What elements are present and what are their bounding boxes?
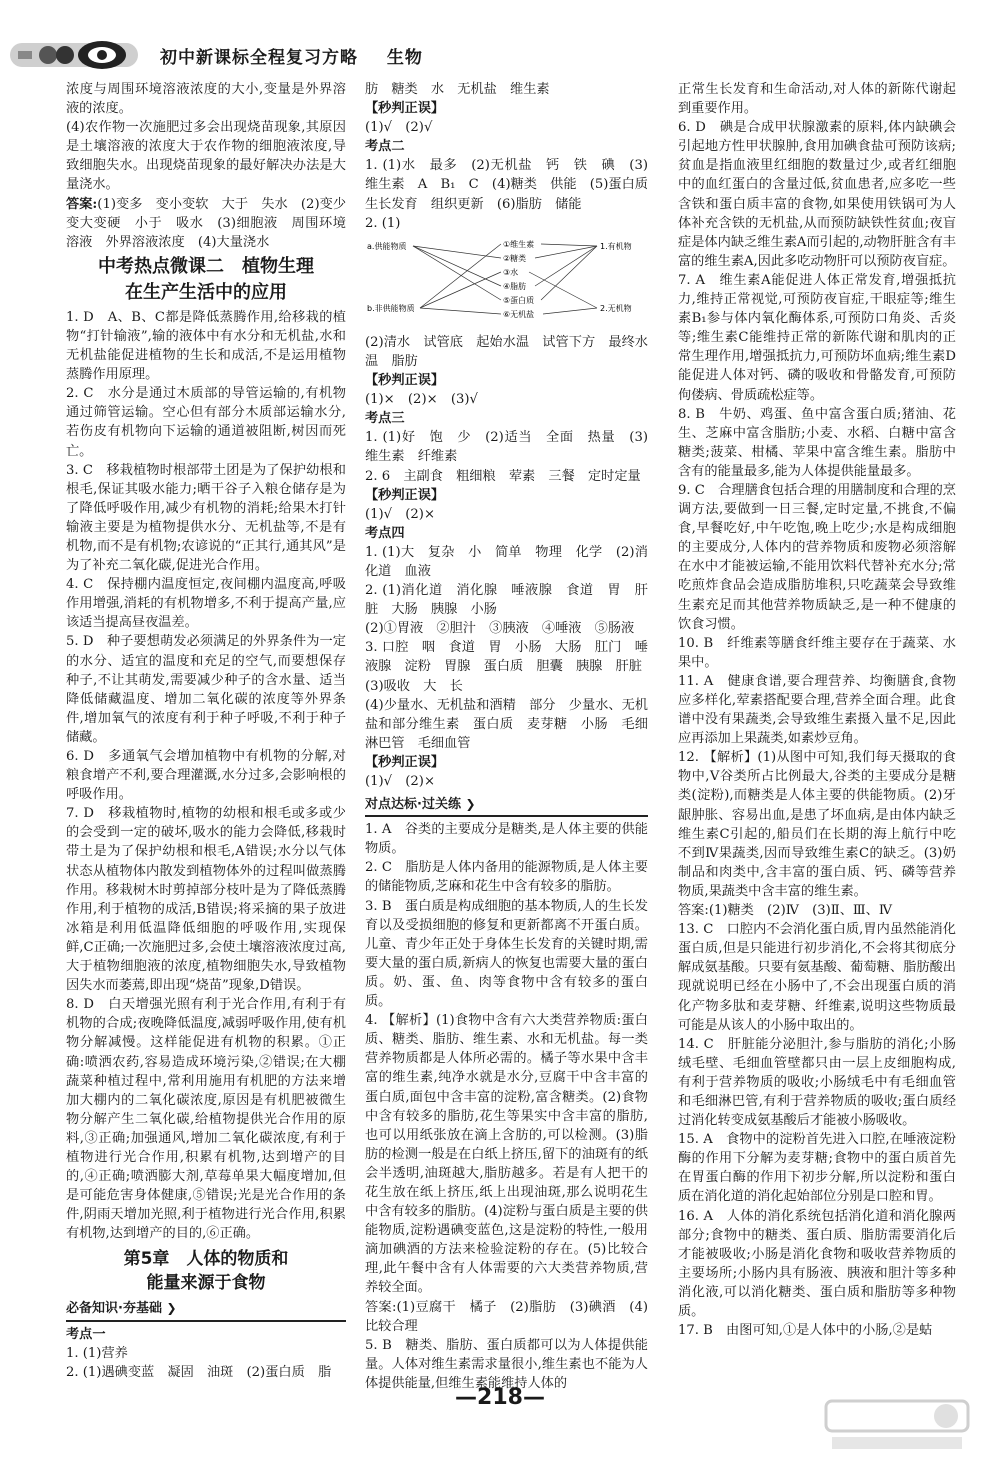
answer-item: 8. D 白天增强光照有利于光合作用,有利于有机物的合成;夜晚降低温度,减弱呼吸作用,使有机物分解减慢。这样能促进有机物的积累。①正确:喷洒农药,容易造成环境污染,②错误;在大棚蔬菜种植过程中,常利用施用有机肥的方法来增加大棚内的二氧化碳浓度,原因是有机肥被微生物分解产生二氧化碳,给植物提供光合作用的原料,③正确;加强通风,增加二氧化碳浓度,有利于植物进行光合作用,积累有机物,达到增产的目的,④正确;喷洒膨大剂,草莓单果大幅度增加,但是可能危害身体健康,⑤错误;光是光合作用的条件,阴雨天增加光照,利于植物进行光合作用,积累有机物,达到增产的目的,⑥正确。 (66, 997, 346, 1242)
diagram-right-bottom: 2.无机物 (600, 303, 632, 313)
chevron-right-icon: ❯ (166, 1301, 177, 1316)
diagram-node: ⑥无机盐 (503, 309, 535, 319)
diagram-left-bottom: b.非供能物质 (367, 303, 415, 313)
answer-item: 3. 口腔 咽 食道 胃 小肠 大肠 肛门 唾液腺 淀粉 胃腺 蛋白质 胆囊 胰腺 肝脏 (365, 640, 648, 675)
answer-item: 16. A 人体的消化系统包括消化道和消化腺两部分;食物中的糖类、蛋白质、脂肪需要消化后才能被吸收;小肠是消化食物和吸收营养物质的主要场所;小肠内具有肠液、胰液和胆汁等多种消化液,可以消化糖类、蛋白质和脂肪等多种物质。 (678, 1208, 956, 1319)
paragraph: 肪 糖类 水 无机盐 维生素 (365, 82, 550, 97)
answer-item: 13. C 口腔内不会消化蛋白质,胃内虽然能消化蛋白质,但是只能进行初步消化,不会将其彻底分解成氨基酸。只要有氨基酸、葡萄糖、脂肪酸出现就说明已经在小肠中了,不会出现蛋白质的消化产物多肽和麦芽糖、纤维素,说明这些物质最可能是从该人的小肠中取出的。 (678, 922, 956, 1033)
column-middle (365, 80, 662, 1393)
answer-item: 12. 【解析】(1)从图中可知,我们每天摄取的食物中,Ⅴ谷类所占比例最大,谷类的主要成分是糖类(淀粉),而糖类是人体主要的供能物质。(2)牙龈肿胀、容易出血,是患了坏血病,是由体内缺乏维生素C引起的,船员们在长期的海上航行中吃不到Ⅳ果蔬类,因而导致维生素C的缺乏。(3)奶制品和肉类中,含丰富的蛋白质、钙、磷等营养物质,果蔬类中含丰富的维生素。 (678, 750, 956, 899)
answer-item: 1. (1)水 最多 (2)无机盐 钙 铁 碘 (3)维生素 A B₁ C (4)糖类 供能 (5)蛋白质 生长发育 组织更新 (6)脂肪 储能 (365, 158, 662, 212)
judge-text: (1)× (2)× (3)√ (365, 392, 478, 408)
section-bar-label: 对点达标·过关练 (365, 797, 461, 813)
kaodian-label: 考点二 (365, 139, 405, 155)
book-subject: 生物 (386, 48, 423, 68)
book-title (160, 43, 423, 68)
answer-item: 2. 6 主副食 粗细粮 荤素 三餐 定时定量 (365, 468, 641, 484)
section-title (66, 254, 346, 306)
answer-item: 正常生长发育和生命活动,对人体的新陈代谢起到重要作用。 (678, 82, 956, 117)
chevron-right-icon: ❯ (465, 797, 476, 812)
nutrient-matching-diagram (365, 235, 645, 325)
answer-item: 5. D 种子要想萌发必须满足的外界条件为一定的水分、适宜的温度和充足的空气,而要想保存种子,不让其萌发,需要减少种子的含水量、适当降低储藏温度、增加二氧化碳的浓度等外界条件,增加氧气的浓度有利于种子呼吸,不利于种子储藏。 (66, 634, 346, 745)
book-title-text: 初中新课标全程复习方略 (160, 48, 358, 68)
judge-text: (1)√ (2)× (365, 506, 436, 522)
answer-item: 15. A 食物中的淀粉首先进入口腔,在唾液淀粉酶的作用下分解为麦芽糖;食物中的蛋白质首先在胃蛋白酶的作用下初步分解,所以淀粉和蛋白质在消化道的消化起始部位分别是口腔和胃。 (678, 1132, 956, 1205)
chapter-title-line2: 能量来源于食物 (146, 1273, 266, 1294)
judge-label: 【秒判正误】 (365, 373, 445, 389)
diagram-node: ②糖类 (503, 253, 527, 263)
answer-item: 3. C 移栽植物时根部带土团是为了保护幼根和根毛,保证其吸水能力;晒干谷子入粮仓储存是为了降低呼吸作用,减少有机物的消耗;给果木打针输液主要是为植物提供水分、无机盐等,不是有机物,而不是有机物;农谚说的“正其行,通其风”是为了补充二氧化碳,促进光合作用。 (66, 462, 346, 574)
answer-item: 1. (1)营养 (66, 1345, 128, 1361)
answer-text: (1)变多 变小变软 大于 失水 (2)变少 变大变硬 小于 吸水 (3)细胞液 周围环境溶液 外界溶液浓度 (4)大量浇水 (66, 196, 360, 250)
answer-item: 4. 【解析】(1)食物中含有六大类营养物质:蛋白质、糖类、脂肪、维生素、水和无机盐。每一类营养物质都是人体所必需的。橘子等水果中含丰富的维生素,纯净水就是水分,豆腐干中含丰富的蛋白质,面包中含丰富的淀粉,富含糖类。(2)食物中含有较多的脂肪,花生等果实中含丰富的脂肪,也可以用纸张放在滴上含肪的,可以检测。(3)脂肪的检测一般是在白纸上挤压,留下的油斑有的纸会半透明,油斑越大,脂肪越多。若是有人把干的花生放在纸上挤压,纸上出现油斑,那么说明花生中含有较多的脂肪。(4)淀粉与蛋白质是主要的供能物质,淀粉遇碘变蓝色,这是淀粉的特性,一般用滴加碘酒的方法来检验淀粉的存在。(5)比较合理,此午餐中含有人体需要的六大类营养物质,营养较全面。 (365, 1013, 648, 1296)
answer-item: 答案:(1)糖类 (2)Ⅳ (3)Ⅱ、Ⅲ、Ⅳ (678, 903, 893, 919)
answer-item: 1. (1)大 复杂 小 简单 物理 化学 (2)消化道 血液 (365, 544, 648, 579)
answer-item: (2)①胃液 ②胆汁 ③胰液 ④唾液 ⑤肠液 (365, 621, 635, 637)
answer-item: 2. C 脂肪是人体内备用的能源物质,是人体主要的储能物质,芝麻和花生中含有较多的脂肪。 (365, 860, 648, 895)
section-bar (66, 1299, 346, 1321)
paragraph: 浓度与周围环境溶液浓度的大小,变量是外界溶液的浓度。 (66, 82, 346, 117)
answer-item: 7. D 移栽植物时,植物的幼根和根毛或多或少的会受到一定的破坏,吸水的能力会降低,移栽时带土是为了保护幼根和根毛,A错误;水分以气体状态从植物体内散发到植物体外的过程叫做蒸腾作用。移栽树木时剪掉部分枝叶是为了降低蒸腾作用,利于植物的成活,B错误;将采摘的果子放进冰箱是利用低温降低细胞的呼吸作用,实现保鲜,C正确;一次施肥过多,会使土壤溶液浓度过高,大于植物细胞液的浓度,植物细胞失水,导致植物因失水而萎蔫,即出现“烧苗”现象,D错误。 (66, 806, 346, 994)
answer-item: 5. B 糖类、脂肪、蛋白质都可以为人体提供能量。人体对维生素需求量很小,维生素也不能为人体提供能量,但维生素能维持人体的 (365, 1337, 648, 1391)
chapter-title-line1: 第5章 人体的物质和 (123, 1249, 289, 1270)
answer-item: 9. C 合理膳食包括合理的用膳制度和合理的烹调方法,要做到一日三餐,定时定量,不挑食,不偏食,早餐吃好,中午吃饱,晚上吃少;水是构成细胞的主要成分,人体内的营养物质和废物必须溶解在水中才能被运输,不能用饮料代替补充水分;常吃煎炸食品会造成脂肪堆积,只吃蔬菜会导致维生素充足而其他营养物质缺乏,是一种不健康的饮食习惯。 (678, 482, 956, 632)
section-bar (365, 795, 648, 817)
answer-item: 7. A 维生素A能促进人体正常发育,增强抵抗力,维持正常视觉,可预防夜盲症,干眼症等;维生素B₁参与体内氧化酶体系,可预防口角炎、舌炎等;维生素C能维持正常的新陈代谢和肌肉的正常生理作用,增强抵抗力,可预防坏血病;维生素D能促进人体对钙、磷的吸收和骨骼发育,可预防佝偻病、骨质疏松症等。 (678, 272, 956, 403)
judge-label: 【秒判正误】 (365, 101, 445, 117)
answer-line (66, 195, 360, 252)
diagram-node: ①维生素 (503, 239, 535, 249)
diagram-node: ③水 (503, 267, 519, 277)
answer-item: 4. C 保持棚内温度恒定,夜间棚内温度高,呼吸作用增强,消耗的有机物增多,不利于提高产量,应该适当提高昼夜温差。 (66, 577, 346, 631)
book-logo-icon (10, 37, 140, 73)
judge-text: (1)√ (2)√ (365, 120, 433, 136)
judge-label: 【秒判正误】 (365, 754, 445, 770)
answer-item: 11. A 健康食谱,要合理营养、均衡膳食,食物应多样化,荤素搭配要合理,营养全面合理。此食谱中没有果蔬类,会导致维生素摄入量不足,因此应再添加上果蔬类,如素炒豆角。 (678, 673, 956, 747)
kaodian-label: 考点四 (365, 525, 405, 541)
answer-item: 1. D A、B、C都是降低蒸腾作用,给移栽的植物“打针输液”,输的液体中有水分和无机盐,水和无机盐能促进植物的生长和成活,不是运用植物蒸腾作用原理。 (66, 309, 346, 383)
page-number: —218— (455, 1385, 545, 1410)
section-bar-label: 必备知识·夯基础 (66, 1301, 162, 1317)
answer-item: 14. C 肝脏能分泌胆汁,参与脂肪的消化;小肠绒毛壁、毛细血管壁都只由一层上皮细胞构成,有利于营养物质的吸收;小肠绒毛中有毛细血管和毛细淋巴管,有利于营养物质的吸收;蛋白质经过消化转变成氨基酸后才能被小肠吸收。 (678, 1036, 956, 1129)
answer-item: 2. (1)遇碘变蓝 凝固 油斑 (2)蛋白质 脂 (66, 1364, 332, 1380)
answer-item: 1. (1)好 饱 少 (2)适当 全面 热量 (3)维生素 纤维素 (365, 430, 648, 465)
chapter-title (66, 1247, 346, 1295)
section-title-line2: 在生产生活中的应用 (125, 281, 287, 303)
paragraph: (2)清水 试管底 起始水温 试管下方 最终水温 脂肪 (365, 334, 648, 369)
answer-item: 答案:(1)豆腐干 橘子 (2)脂肪 (3)碘酒 (4)比较合理 (365, 1299, 648, 1334)
answer-item: 6. D 碘是合成甲状腺激素的原料,体内缺碘会引起地方性甲状腺肿,食用加碘食盐可预防该病;贫血是指血液里红细胞的数量过少,或者红细胞中的血红蛋白的含量过低,贫血患者,应多吃一些含铁和蛋白质丰富的食物,如果使用铁锅可为人体补充含铁的无机盐,从而预防缺铁性贫血;夜盲症是体内缺乏维生素A而引起的,动物肝脏含有丰富的维生素A,因此多吃动物肝可以预防夜盲症。 (678, 120, 956, 269)
section-title-line1: 中考热点微课二 植物生理 (98, 255, 314, 277)
judge-text: (1)√ (2)× (365, 774, 436, 789)
judge-label: 【秒判正误】 (365, 487, 445, 503)
answer-item: 2. (1) (365, 215, 401, 231)
answer-item: (4)少量水、无机盐和酒精 部分 少量水、无机盐和部分维生素 蛋白质 麦芽糖 小肠 毛细淋巴管 毛细血管 (365, 697, 648, 751)
answer-label: 答案: (66, 196, 98, 212)
answer-item: 6. D 多通氧气会增加植物中有机物的分解,对粮食增产不利,要合理灌溉,水分过多,会影响根的呼吸作用。 (66, 749, 346, 803)
column-left (66, 80, 360, 1382)
answer-item: 1. A 谷类的主要成分是糖类,是人体主要的供能物质。 (365, 822, 648, 857)
answer-item: 10. B 纤维素等膳食纤维主要存在于蔬菜、水果中。 (678, 635, 956, 670)
paragraph: (4)农作物一次施肥过多会出现烧苗现象,其原因是土壤溶液的浓度大于农作物的细胞液浓度,导致细胞失水。出现烧苗现象的最好解决办法是大量浇水。 (66, 120, 346, 193)
diagram-node: ④脂肪 (503, 281, 527, 291)
watermark-logo-icon (822, 1395, 972, 1455)
page-header (10, 35, 990, 75)
answer-item: 3. B 蛋白质是构成细胞的基本物质,人的生长发育以及受损细胞的修复和更新都离不开蛋白质。儿童、青少年正处于身体生长发育的关键时期,需要大量的蛋白质,新病人的恢复也需要大量的蛋白质。奶、蛋、鱼、肉等食物中含有较多的蛋白质。 (365, 898, 648, 1010)
answer-item: 2. C 水分是通过木质部的导管运输的,有机物通过筛管运输。空心但有部分木质部运输水分,若伤皮有机物向下运输的通道被阻断,树因而死亡。 (66, 386, 346, 459)
answer-item: (3)吸收 大 长 (365, 678, 463, 694)
diagram-right-top: 1.有机物 (600, 241, 632, 251)
diagram-left-top: a.供能物质 (367, 241, 407, 251)
column-right (678, 80, 956, 1340)
kaodian-label: 考点一 (66, 1326, 106, 1342)
kaodian-label: 考点三 (365, 411, 405, 427)
answer-item: 8. B 牛奶、鸡蛋、鱼中富含蛋白质;猪油、花生、芝麻中富含脂肪;小麦、水稻、白糖中富含糖类;菠菜、柑橘、苹果中富含维生素。脂肪中含有的能量最多,能为人体提供能量最多。 (678, 406, 956, 479)
answer-item: 17. B 由图可知,①是人体中的小肠,②是蛄 (678, 1323, 933, 1339)
answer-item: 2. (1)消化道 消化腺 唾液腺 食道 胃 肝脏 大肠 胰腺 小肠 (365, 583, 648, 618)
diagram-node: ⑤蛋白质 (503, 295, 535, 305)
